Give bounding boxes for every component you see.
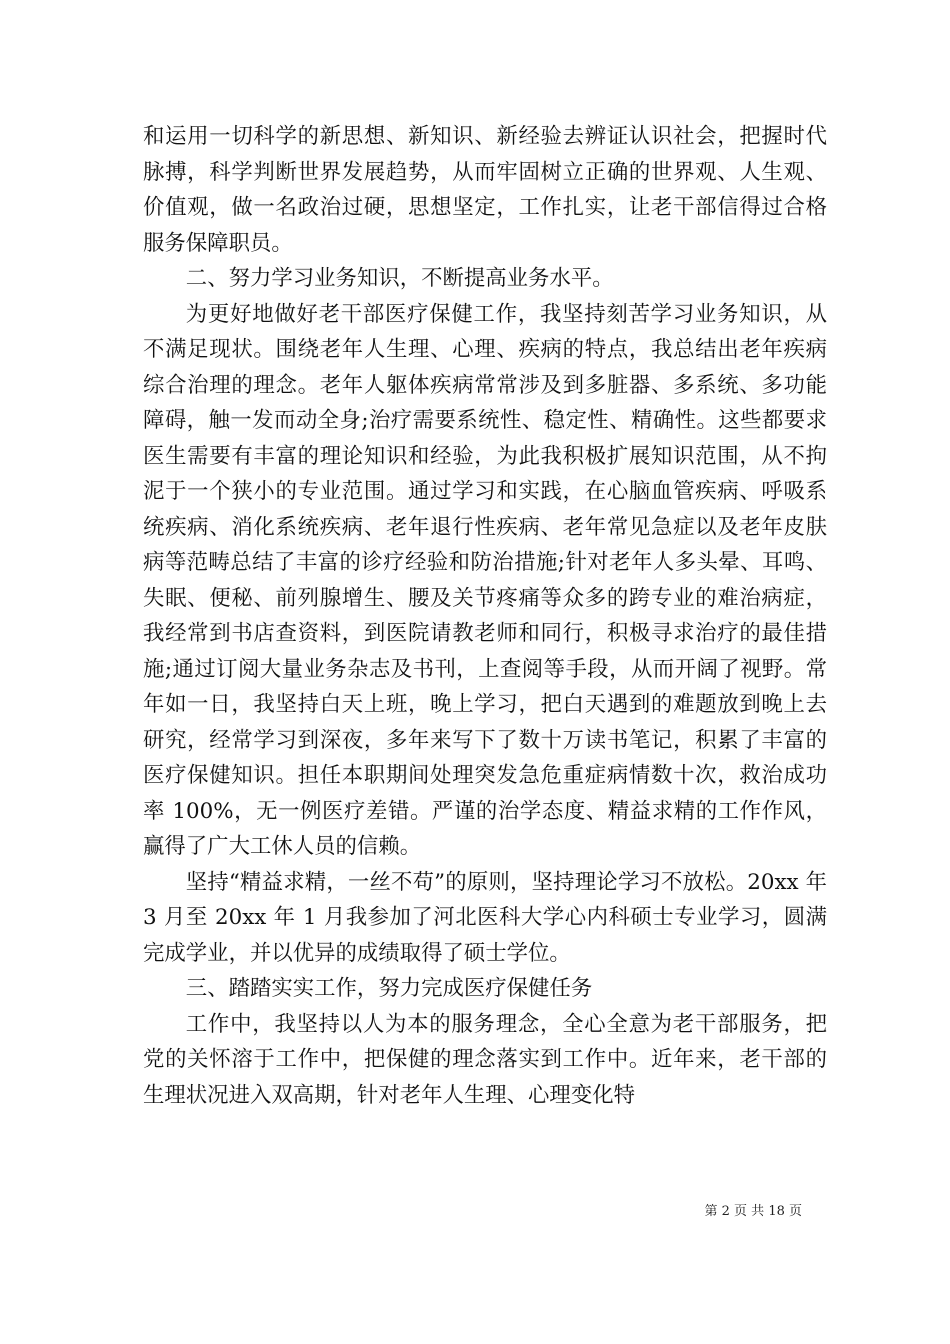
section-heading-3: 三、踏踏实实工作，努力完成医疗保健任务 [185, 976, 593, 1001]
paragraph-degree: 坚持“精益求精，一丝不苟”的原则，坚持理论学习不放松。20xx 年 3 月至 20xx 年 1 月我参加了河北医科大学心内科硕士专业学习，圆满完成学业，并以优异的成绩取得了硕士学位。 [143, 869, 827, 966]
paragraph-study: 为更好地做好老干部医疗保健工作，我坚持刻苦学习业务知识，从不满足现状。围绕老年人生理、心理、疾病的特点，我总结出老年疾病综合治理的理念。老年人躯体疾病常常涉及到多脏器、多系统、多功能障碍，触一发而动全身;治疗需要系统性、稳定性、精确性。这些都要求医生需要有丰富的理论知识和经验，为此我积极扩展知识范围，从不拘泥于一个狭小的专业范围。通过学习和实践，在心脑血管疾病、呼吸系统疾病、消化系统疾病、老年退行性疾病、老年常见急症以及老年皮肤病等范畴总结了丰富的诊疗经验和防治措施;针对老年人多头晕、耳鸣、失眠、便秘、前列腺增生、腰及关节疼痛等众多的跨专业的难治病症，我经常到书店查资料，到医院请教老师和同行，积极寻求治疗的最佳措施;通过订阅大量业务杂志及书刊，上查阅等手段，从而开阔了视野。常年如一日，我坚持白天上班，晚上学习，把白天遇到的难题放到晚上去研究，经常学习到深夜，多年来写下了数十万读书笔记，积累了丰富的医疗保健知识。担任本职期间处理突发急危重症病情数十次，救治成功率 100%，无一例医疗差错。严谨的治学态度、精益求精的工作作风，赢得了广大工休人员的信赖。 [143, 301, 827, 859]
paragraph-continuation: 和运用一切科学的新思想、新知识、新经验去辨证认识社会，把握时代脉搏，科学判断世界发展趋势，从而牢固树立正确的世界观、人生观、价值观，做一名政治过硬，思想坚定，工作扎实，让老干部信得过合格服务保障职员。 [143, 124, 827, 256]
section-heading-2: 二、努力学习业务知识，不断提高业务水平。 [185, 266, 614, 291]
page-number: 第 2 页 共 18 页 [704, 1204, 802, 1219]
paragraph-work: 工作中，我坚持以人为本的服务理念，全心全意为老干部服务，把党的关怀溶于工作中，把保健的理念落实到工作中。近年来，老干部的生理状况进入双高期，针对老年人生理、心理变化特 [143, 1011, 827, 1108]
document-body [143, 119, 827, 1113]
